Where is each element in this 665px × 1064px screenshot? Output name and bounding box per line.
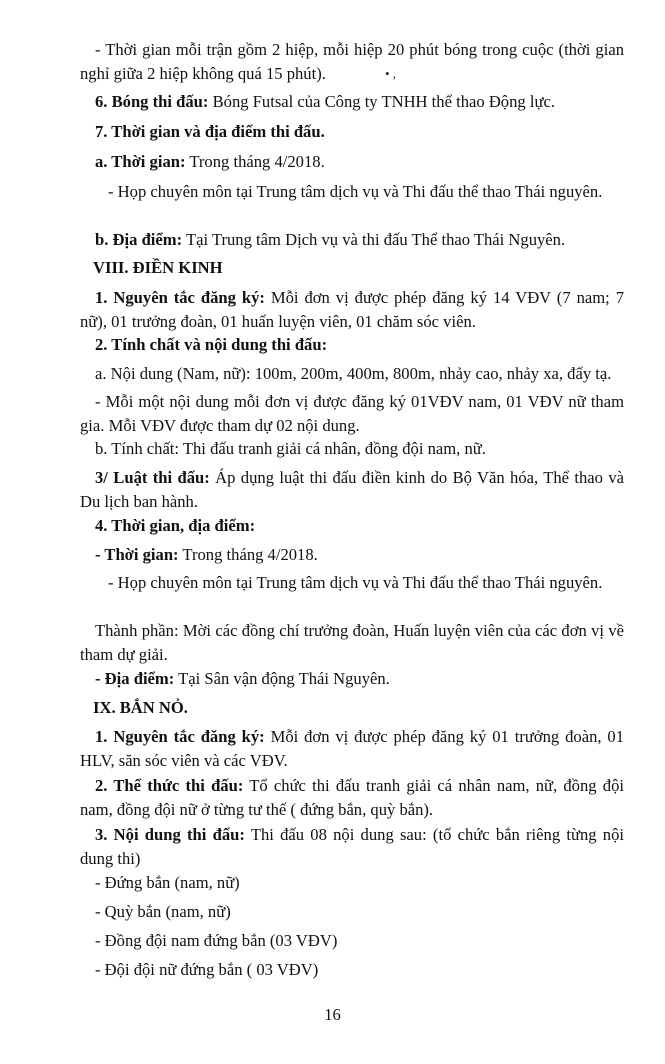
heading-time-location: 4. Thời gian, địa điểm: [95, 516, 256, 535]
paragraph-athletics-time [80, 543, 624, 567]
heading-time-place: 7. Thời gian và địa điểm thi đấu. [95, 122, 325, 141]
label-registration: 1. Nguyên tắc đăng ký: [95, 288, 265, 307]
paragraph-meeting-1: - Họp chuyên môn tại Trung tâm dịch vụ và Thi đấu thể thao Thái nguyên. [108, 182, 603, 201]
text-time: Trong tháng 4/2018. [185, 152, 325, 171]
text-athletics-place: Tại Sân vận động Thái Nguyên. [174, 669, 390, 688]
paragraph-athletics-rules [80, 466, 624, 514]
text-format: Tổ chức thi đấu tranh giải cá nhân nam, nữ, đồng đội nam, đồng đội nữ ở từng tư thế ( đứng bắn, quỳ bắn). [80, 776, 624, 819]
page-number: 16 [324, 1005, 341, 1024]
stray-mark: • , [385, 66, 397, 81]
heading-nature-content: 2. Tính chất và nội dung thi đấu: [95, 335, 328, 354]
list-item-men-team: - Đồng đội nam đứng bắn (03 VĐV) [95, 931, 338, 950]
label-place: b. Địa điểm: [95, 230, 183, 249]
paragraph-athletics-registration [80, 286, 624, 334]
label-time: a. Thời gian: [95, 152, 186, 171]
text-ball: Bóng Futsal của Công ty TNHH thể thao Động lực. [208, 92, 555, 111]
text-crossbow-registration: Mỗi đơn vị được phép đăng ký 01 trưởng đoàn, 01 HLV, săn sóc viên và các VĐV. [80, 727, 624, 770]
label-content: 3. Nội dung thi đấu: [95, 825, 245, 844]
paragraph-competition-type: b. Tính chất: Thi đấu tranh giải cá nhân, đồng đội nam, nữ. [95, 439, 486, 458]
list-item-women-team: - Đội đội nữ đứng bắn ( 03 VĐV) [95, 960, 319, 979]
label-athletics-place: - Địa điểm: [95, 669, 175, 688]
label-ball: 6. Bóng thi đấu: [95, 92, 209, 111]
paragraph-futsal-ball [80, 90, 624, 114]
paragraph-content-events: a. Nội dung (Nam, nữ): 100m, 200m, 400m, 800m, nhảy cao, nhảy xa, đẩy tạ. [95, 364, 612, 383]
section-heading-crossbow: IX. BẮN NỎ. [93, 698, 188, 717]
paragraph-crossbow-registration [80, 725, 624, 773]
label-rules: 3/ Luật thi đấu: [95, 468, 210, 487]
section-heading-athletics: VIII. ĐIỀN KINH [93, 258, 223, 277]
label-crossbow-registration: 1. Nguyên tắc đăng ký: [95, 727, 265, 746]
paragraph-time [80, 150, 624, 174]
paragraph-match-duration: - Thời gian mỗi trận gồm 2 hiệp, mỗi hiệp 20 phút bóng trong cuộc (thời gian nghỉ giữa 2 hiệp không quá 15 phút). [80, 40, 624, 83]
text-place: Tại Trung tâm Dịch vụ và thi đấu Thể thao Thái Nguyên. [182, 230, 566, 249]
paragraph-competition-format [80, 774, 624, 822]
paragraph-participants: Thành phần: Mời các đồng chí trưởng đoàn, Huấn luyện viên của các đơn vị về tham dự giải. [80, 621, 624, 664]
label-format: 2. Thể thức thi đấu: [95, 776, 244, 795]
text-registration: Mỗi đơn vị được phép đăng ký 14 VĐV (7 nam; 7 nữ), 01 trưởng đoàn, 01 huấn luyện viên, 01 chăm sóc viên. [80, 288, 624, 331]
list-item-kneeling: - Quỳ bắn (nam, nữ) [95, 902, 231, 921]
paragraph-place [80, 228, 624, 252]
text-content: Thi đấu 08 nội dung sau: (tổ chức bắn riêng từng nội dung thi) [80, 825, 624, 868]
list-item-standing: - Đứng bắn (nam, nữ) [95, 873, 240, 892]
paragraph-athletics-place [80, 667, 624, 691]
label-athletics-time: - Thời gian: [95, 545, 179, 564]
paragraph-competition-content [80, 823, 624, 871]
paragraph-meeting-2: - Họp chuyên môn tại Trung tâm dịch vụ và Thi đấu thể thao Thái nguyên. [108, 573, 603, 592]
text-rules: Áp dụng luật thi đấu điền kinh do Bộ Văn hóa, Thể thao và Du lịch ban hành. [80, 468, 624, 511]
text-athletics-time: Trong tháng 4/2018. [178, 545, 318, 564]
paragraph-events-per-unit: - Mỗi một nội dung mỗi đơn vị được đăng ký 01VĐV nam, 01 VĐV nữ tham gia. Mỗi VĐV được tham dự 02 nội dung. [80, 392, 624, 435]
